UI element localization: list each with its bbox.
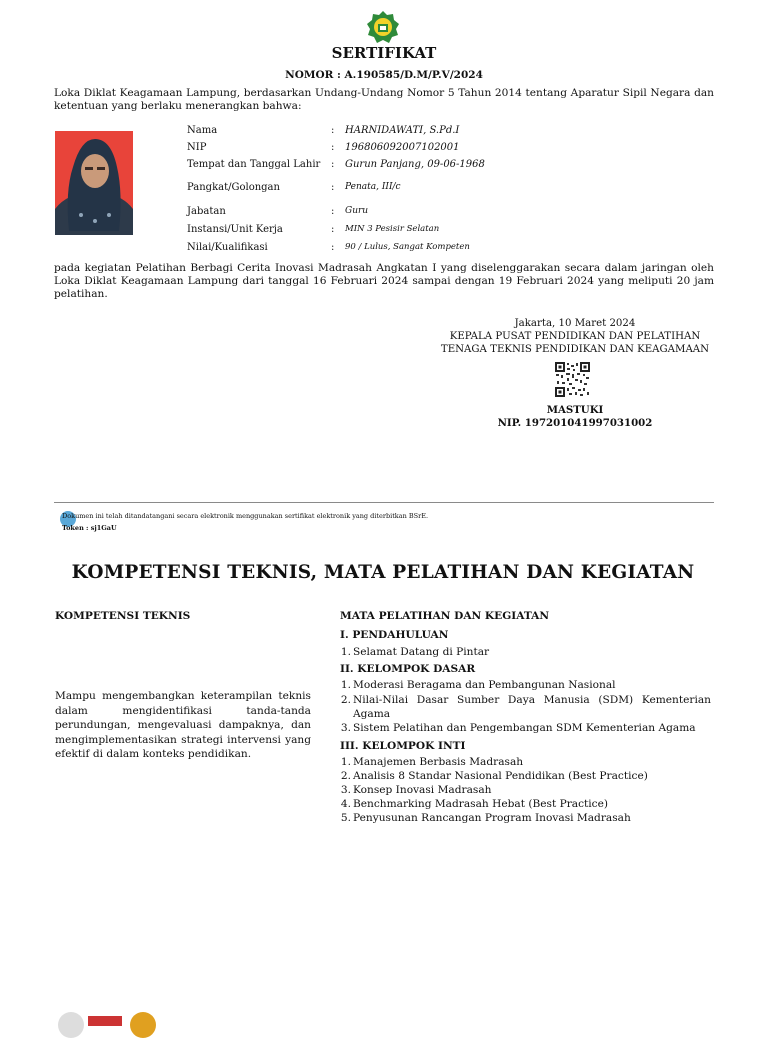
section-title: I. PENDAHULUAN [340,629,449,641]
list-number: 1. [340,756,351,768]
list-number: 1. [340,679,351,691]
list-item [337,783,711,797]
signer-name: MASTUKI [546,404,604,416]
qr-code-icon [555,362,590,397]
field-colon: : [331,182,335,193]
list-item-text: Manajemen Berbasis Madrasah [353,756,524,768]
list-item [337,645,711,659]
list-item [337,693,711,721]
token-text: Token : sj1GaU [62,524,117,532]
section-title: II. KELOMPOK DASAR [340,663,476,675]
list-number: 1. [340,646,351,658]
list-item-text: Benchmarking Madrasah Hebat (Best Practice) [353,798,609,810]
field-colon: : [331,142,335,153]
competency-heading: KOMPETENSI TEKNIS [55,610,191,622]
subjects-heading: MATA PELATIHAN DAN KEGIATAN [340,610,550,622]
list-item-text: Analisis 8 Standar Nasional Pendidikan (Best Practice) [353,770,648,782]
field-colon: : [331,242,335,253]
certificate-title: SERTIFIKAT [331,44,437,62]
list-item [337,797,711,811]
list-item-text: Nilai-Nilai Dasar Sumber Daya Manusia (SDM) Kementerian Agama [353,694,711,720]
field-value: HARNIDAWATI, S.Pd.I [345,125,460,136]
competency-page-title: KOMPETENSI TEKNIS, MATA PELATIHAN DAN KEGIATAN [71,562,695,583]
list-number: 4. [340,798,351,810]
certificate-number: NOMOR : A.190585/D.M/P.V/2024 [285,69,483,81]
intro-paragraph: Loka Diklat Keagamaan Lampung, berdasarkan Undang-Undang Nomor 5 Tahun 2014 tentang Aparatur Sipil Negara dan ketentuan yang berlaku menerangkan bahwa: [54,87,714,112]
section-title: III. KELOMPOK INTI [340,740,466,752]
kemenag-logo [366,10,400,44]
field-value: Guru [345,206,369,216]
list-number: 2. [340,694,351,706]
divider-line [54,502,714,503]
signer-nip: NIP. 197201041997031002 [497,417,653,429]
list-item-text: Sistem Pelatihan dan Pengembangan SDM Kementerian Agama [353,722,696,734]
list-item-text: Konsep Inovasi Madrasah [353,784,492,796]
field-colon: : [331,159,335,170]
field-label: Pangkat/Golongan [187,182,280,193]
list-item [337,678,711,692]
list-item [337,811,711,825]
field-value: Gurun Panjang, 09-06-1968 [345,159,485,170]
field-value: MIN 3 Pesisir Selatan [345,224,440,234]
list-item [337,721,711,735]
field-colon: : [331,224,335,235]
list-item-text: Moderasi Beragama dan Pembangunan Nasional [353,679,616,691]
sign-place-date: Jakarta, 10 Maret 2024 [514,318,636,329]
field-label: Instansi/Unit Kerja [187,224,283,235]
participant-photo [55,131,133,235]
list-item-text: Penyusunan Rancangan Program Inovasi Madrasah [353,812,631,824]
list-number: 3. [340,784,351,796]
field-colon: : [331,125,335,136]
field-colon: : [331,206,335,217]
field-value: 90 / Lulus, Sangat Kompeten [345,242,470,252]
field-label: Jabatan [187,206,226,217]
field-value: 196806092007102001 [345,142,460,153]
footer-brand-icon [88,1016,122,1026]
list-number: 2. [340,770,351,782]
competency-description: Mampu mengembangkan keterampilan teknis dalam mengidentifikasi tanda-tanda perundungan, mengevaluasi dampaknya, dan mengimplementasikan strategi intervensi yang efektif di dalam konteks pendidikan. [55,690,311,760]
list-item [337,755,711,769]
field-label: Tempat dan Tanggal Lahir [187,159,321,170]
field-value: Penata, III/c [345,182,401,192]
list-number: 3. [340,722,351,734]
e-sign-note: Dokumen ini telah ditandatangani secara elektronik menggunakan sertifikat elektronik yang diterbitkan BSrE. [62,512,429,520]
footer-logo-icon [58,1012,84,1038]
field-label: Nama [187,125,218,136]
sign-position-2: TENAGA TEKNIS PENDIDIKAN DAN KEAGAMAAN [440,344,710,355]
field-label: NIP [187,142,207,153]
footer-seal-icon [130,1012,156,1038]
body-paragraph: pada kegiatan Pelatihan Berbagi Cerita Inovasi Madrasah Angkatan I yang diselenggarakan secara dalam jaringan oleh Loka Diklat Keagamaan Lampung dari tanggal 16 Februari 2024 sampai dengan 19 Februari 2024 yang meliputi 20 jam pelatihan. [54,262,714,300]
list-item [337,769,711,783]
list-item-text: Selamat Datang di Pintar [353,646,490,658]
list-number: 5. [340,812,351,824]
sign-position-1: KEPALA PUSAT PENDIDIKAN DAN PELATIHAN [449,331,701,342]
field-label: Nilai/Kualifikasi [187,242,268,253]
